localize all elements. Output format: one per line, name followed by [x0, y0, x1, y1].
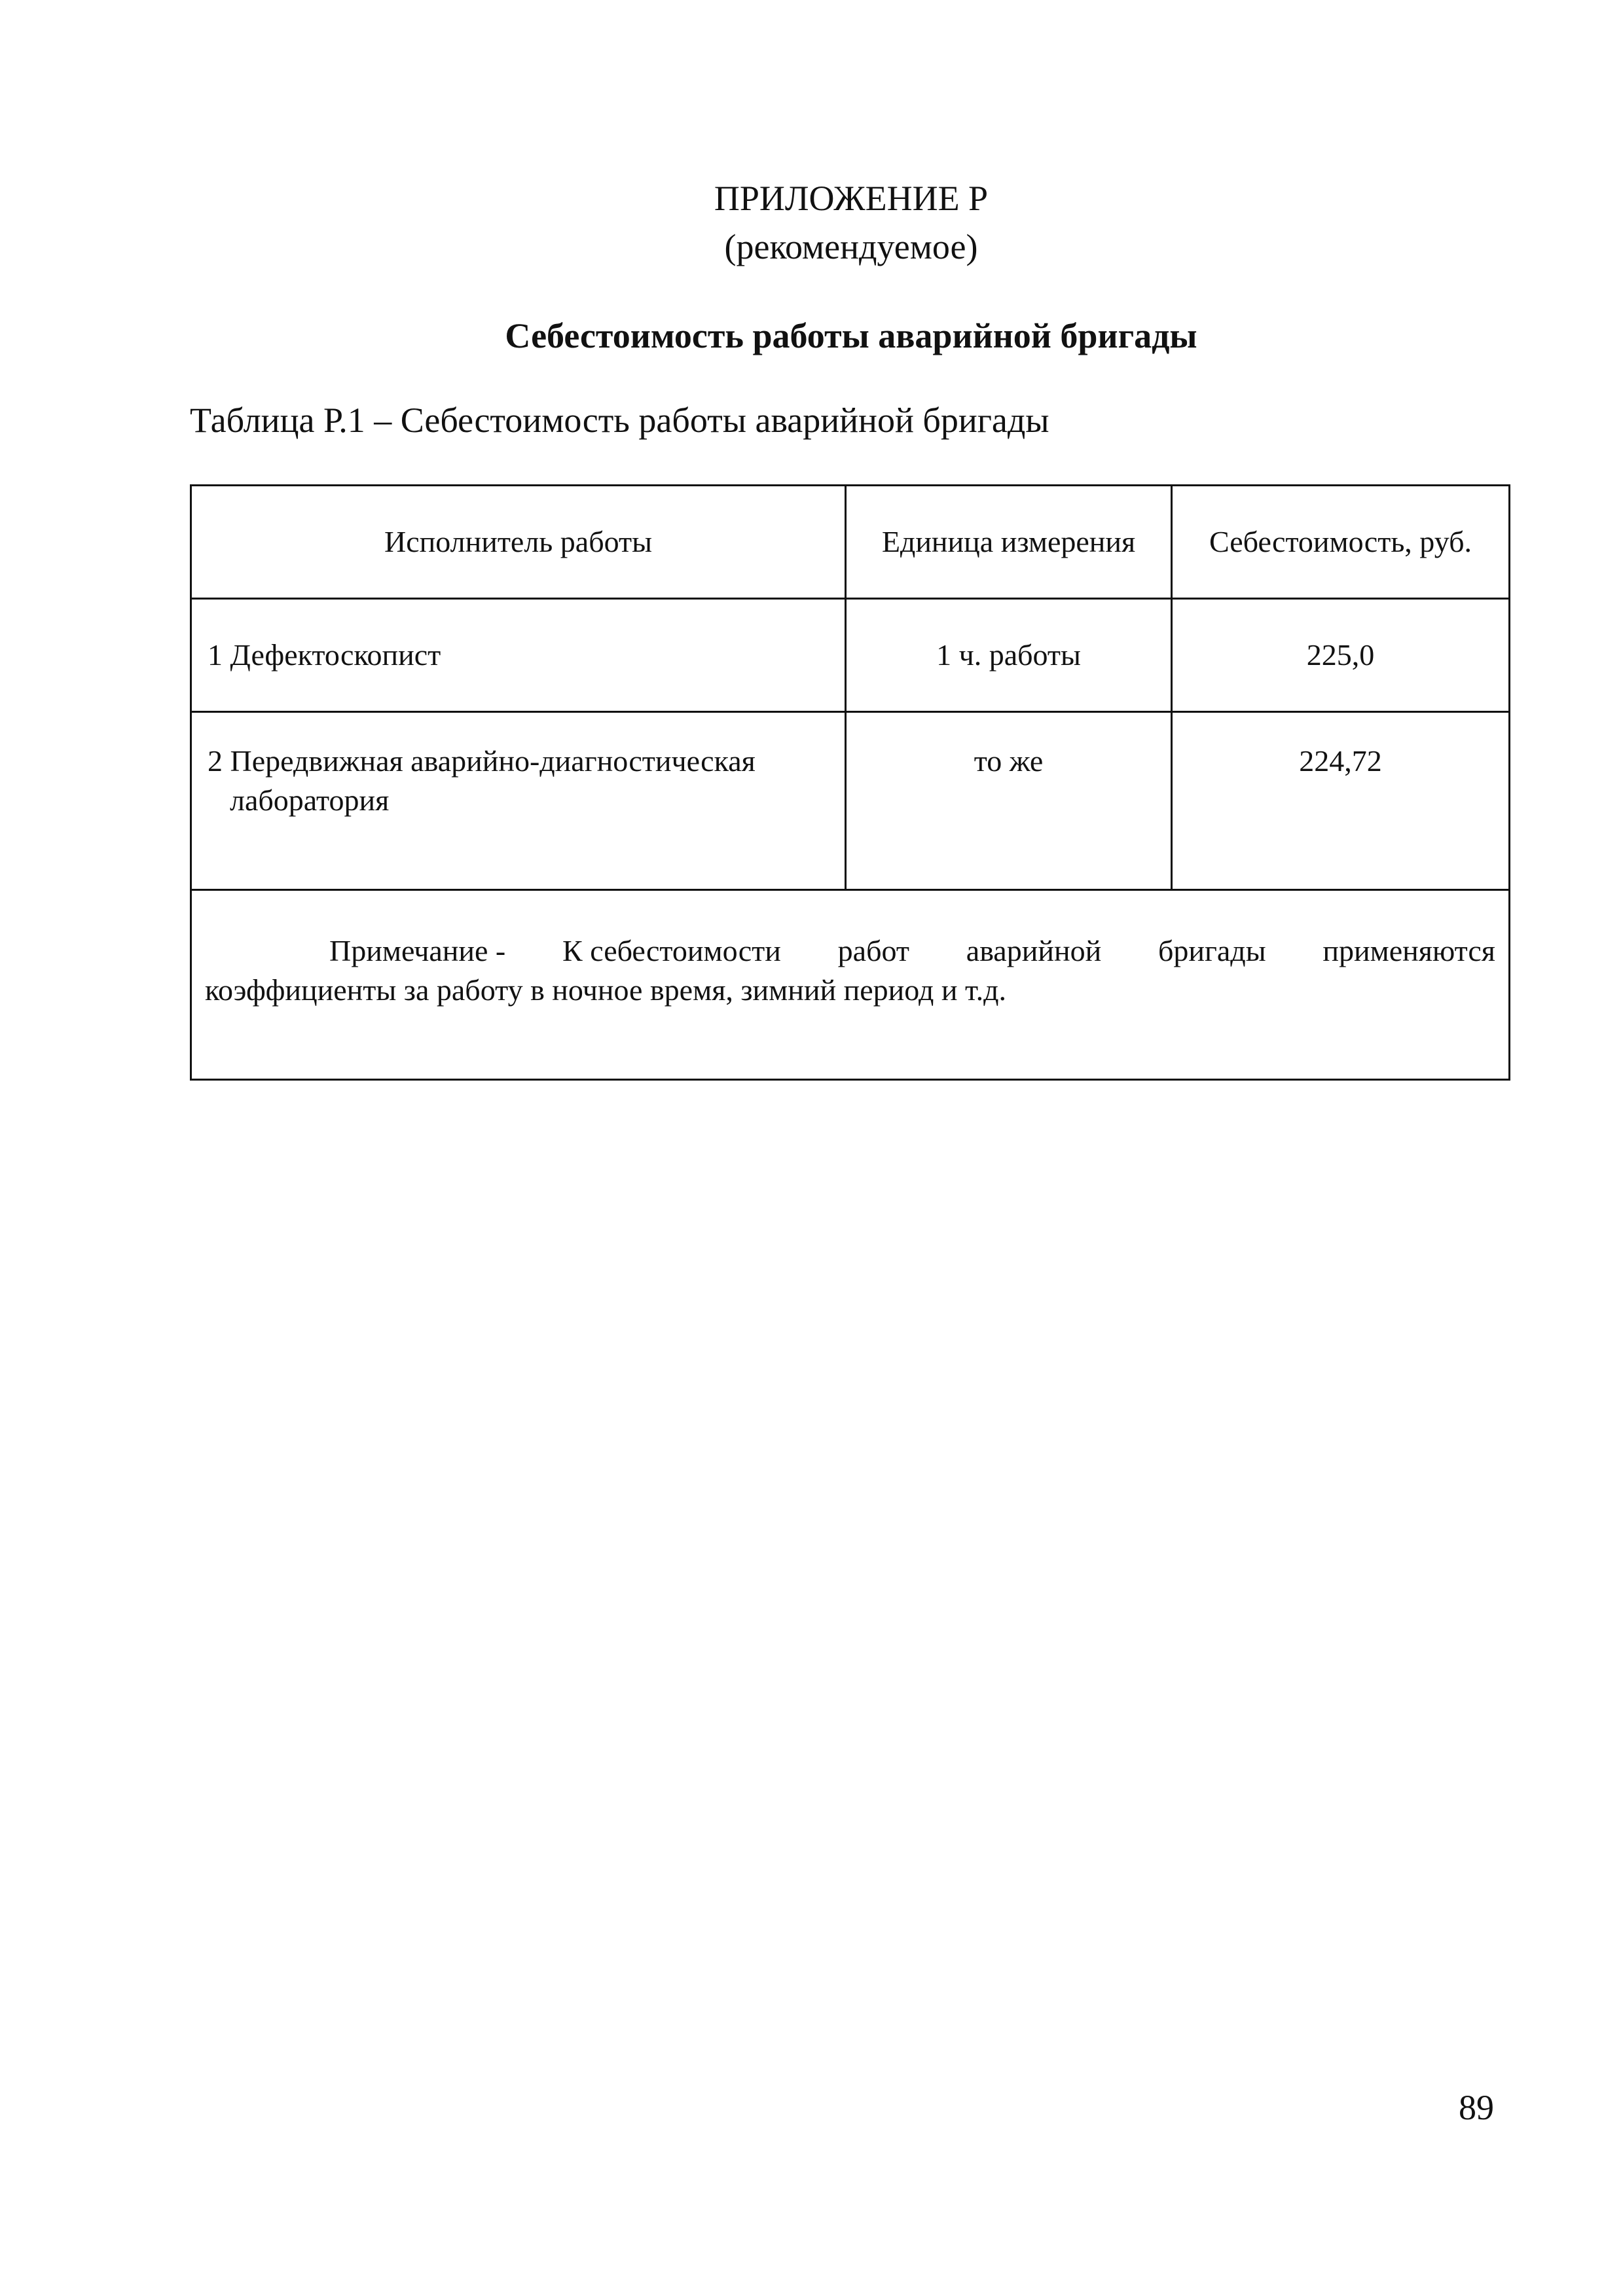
note-word: работ	[837, 934, 909, 967]
note-word: аварийной	[966, 934, 1102, 967]
row-cost-cell: 224,72	[1172, 712, 1510, 890]
row-executor-cell: 1 Дефектоскопист	[191, 599, 846, 712]
note-word: К себестоимости	[562, 934, 781, 967]
table-note-row	[191, 890, 1510, 1080]
appendix-subtitle: (рекомендуемое)	[724, 227, 978, 266]
note-line2: коэффициенты за работу в ночное время, зимний период и т.д.	[205, 973, 1007, 1007]
header-executor: Исполнитель работы	[191, 486, 846, 599]
note-line1	[205, 931, 1495, 971]
table-header-row	[191, 486, 1510, 599]
note-word: бригады	[1158, 934, 1266, 967]
header-cost: Себестоимость, руб.	[1172, 486, 1510, 599]
row-unit-cell: то же	[846, 712, 1172, 890]
row-cost-cell: 225,0	[1172, 599, 1510, 712]
row-executor-cell	[191, 712, 846, 890]
table-note	[191, 890, 1510, 1080]
note-word: Примечание -	[329, 934, 506, 967]
row-unit-cell: 1 ч. работы	[846, 599, 1172, 712]
page-number: 89	[1459, 2088, 1494, 2127]
table-row	[191, 599, 1510, 712]
table-caption: Таблица Р.1 – Себестоимость работы аварийной бригады	[190, 401, 1049, 440]
section-title: Себестоимость работы аварийной бригады	[505, 316, 1197, 355]
header-unit: Единица измерения	[846, 486, 1172, 599]
cost-table	[190, 484, 1510, 1081]
appendix-title: ПРИЛОЖЕНИЕ Р	[714, 179, 989, 218]
table-row	[191, 712, 1510, 890]
executor-name-line2: лаборатория	[230, 783, 390, 817]
executor-name-line1: 2 Передвижная аварийно-диагностическая	[208, 744, 756, 778]
note-word: применяются	[1322, 934, 1495, 967]
